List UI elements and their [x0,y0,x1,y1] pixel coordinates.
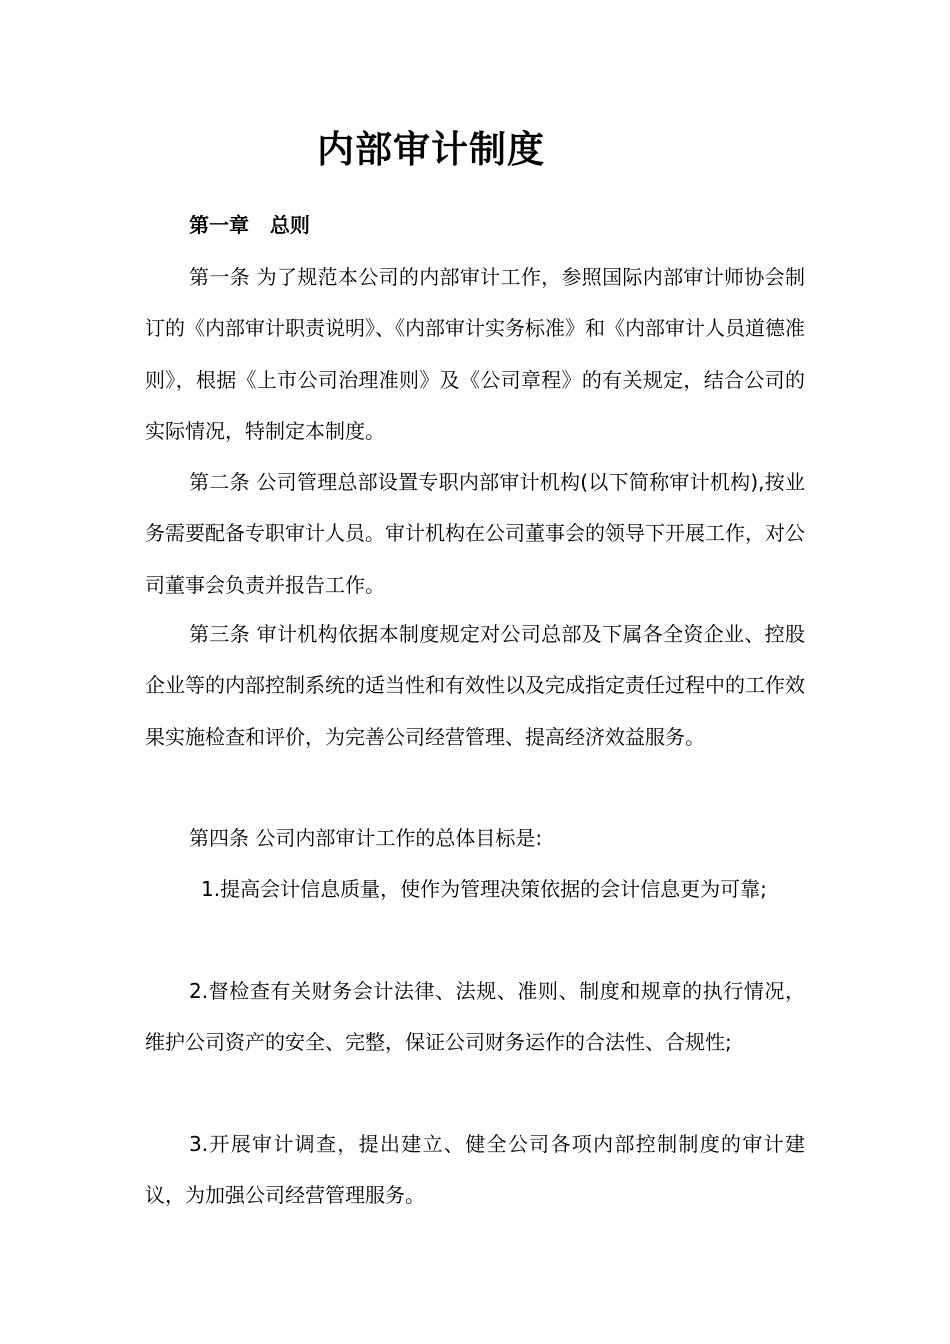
objective-item-2: 2.督检查有关财务会计法律、法规、准则、制度和规章的执行情况，维护公司资产的安全、完整，保证公司财务运作的合法性、合规性; [145,979,805,1055]
chapter-heading: 第一章 总则 [189,213,310,237]
article-4: 第四条 公司内部审计工作的总体目标是: [189,826,543,850]
article-1: 第一条 为了规范本公司的内部审计工作，参照国际内部审计师协会制订的《内部审计职责说明》、《内部审计实务标准》和《内部审计人员道德准则》，根据《上市公司治理准则》及《公司章程》的有关规定，结合公司的实际情况，特制定本制度。 [145,265,805,443]
document-title: 内部审计制度 [317,128,545,171]
article-3: 第三条 审计机构依据本制度规定对公司总部及下属各全资企业、控股企业等的内部控制系统的适当性和有效性以及完成指定责任过程中的工作效果实施检查和评价，为完善公司经营管理、提高经济效益服务。 [145,622,805,749]
objective-item-1: 1.提高会计信息质量，使作为管理决策依据的会计信息更为可靠; [201,877,767,901]
article-2: 第二条 公司管理总部设置专职内部审计机构(以下简称审计机构),按业务需要配备专职审计人员。审计机构在公司董事会的领导下开展工作，对公司董事会负责并报告工作。 [145,470,805,597]
objective-item-3: 3.开展审计调查，提出建立、健全公司各项内部控制制度的审计建议，为加强公司经营管理服务。 [145,1132,805,1208]
